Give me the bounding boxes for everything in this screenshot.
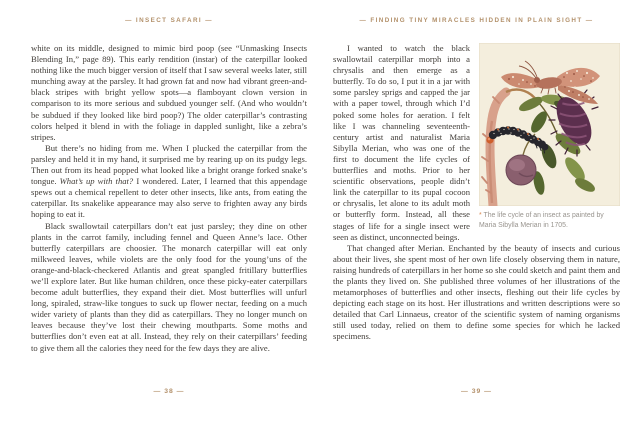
body-paragraph: That changed after Merian. Enchanted by the beauty of insects and curious about their lives, she spent most of her own life closely observing them in nature, raising hundreds of caterpillars in her home so she could sketch and paint them and the plants they lived on. She published three volumes of her illustrations of the metamorphoses of butterflies and other insects, fleshing out their life cycles by depicting each stage on its host. Her illustrations and written descriptions were so detailed that Carl Linnaeus, creator of the scientific system of naming organisms still used today, relied on them to define some species for which he lacked specimens. bbox=[333, 242, 620, 342]
caption-asterisk: * bbox=[479, 212, 482, 219]
merian-illustration bbox=[479, 43, 620, 230]
left-running-head: — INSECT SAFARI — bbox=[125, 17, 213, 24]
left-page-body bbox=[31, 43, 307, 354]
plum-figure bbox=[506, 155, 536, 185]
right-page bbox=[333, 17, 620, 409]
body-paragraph: I wanted to watch the black swallowtail caterpillar morph into a chrysalis and then emerge as a butterfly. To do so, I put it in a jar with some parsley sprigs and capped the jar with a paper towel, through which I’d poked some holes for aeration. I felt like I was channeling seventeenth-century artist and naturalist Maria Sibylla Merian, who was one of the first to document the life cycles of butterflies and moths. Prior to her scientific observations, people didn’t link the caterpillar to its pupal cocoon or chrysalis, let alone to its adult moth or butterfly form. Instead, all these stages of life for a single insect were seen as distinct, unconnected beings. bbox=[333, 43, 470, 242]
right-running-head: — FINDING TINY MIRACLES HIDDEN IN PLAIN SIGHT — bbox=[359, 17, 594, 24]
insect-lifecycle-painting-image bbox=[479, 43, 620, 206]
caption-text: The life cycle of an insect as painted by Maria Sibylla Merian in 1705. bbox=[479, 212, 604, 229]
body-paragraph: white on its middle, designed to mimic bird poop (see “Unmasking Insects Blending In,” page 89). This early rendition (instar) of the caterpillar looked nothing like the much bigger version of itself that I saw several weeks later, still munching away at the parsley. It had grown fat and now had vibrant green-and-black stripes with bright yellow spots—a flamboyant clown version in comparison to its more serious and subdued younger self. (And who wouldn’t be subdued if they looked like bird poop?) The older caterpillar’s contrasting colors helped it blend in with the foliage in dappled sunlight, like a zebra’s stripes. bbox=[31, 43, 307, 142]
right-page-body bbox=[333, 43, 620, 343]
body-paragraph: Black swallowtail caterpillars don’t eat just parsley; they dine on other plants in the carrot family, including fennel and Queen Anne’s lace. Other butterfly caterpillars are choosier. The monarch caterpillar will eat only milkweed leaves, while violets are the only food for the young’uns of the orange-and-black-checkered Atlantis and great spangled fritillary butterflies we’ll explore later. But like human children, once these picky-eater caterpillars become adult butterflies, they expand their diet. Most butterflies will unfurl long, spiraled, straw-like tongues to suck up flower nectar, feeding on a much wider variety of plants than they did as caterpillars. They no longer munch on leaves because they’ve lost their chewing mouthparts. Some moths and butterflies don’t even eat at all. Instead, they rely on their caterpillars’ feeding to give them all the calories they need for the few days they are alive. bbox=[31, 220, 307, 353]
body-paragraph: But there’s no hiding from me. When I plucked the caterpillar from the parsley and held it in my hand, it surprised me by rearing up on its pudgy legs. Then out from its head popped what looked like a bright orange forked snake’s tongue. What’s up with that? I wondered. Later, I learned that this appendage spews out a chemical repellent to deter other insects, like ants, from eating the caterpillar. Its snakelike appearance may also serve to frighten away any birds hoping to eat it. bbox=[31, 142, 308, 220]
left-page bbox=[31, 17, 307, 409]
right-page-number: — 39 — bbox=[461, 388, 492, 395]
left-page-number: — 38 — bbox=[153, 388, 185, 395]
figure-caption bbox=[479, 211, 620, 230]
